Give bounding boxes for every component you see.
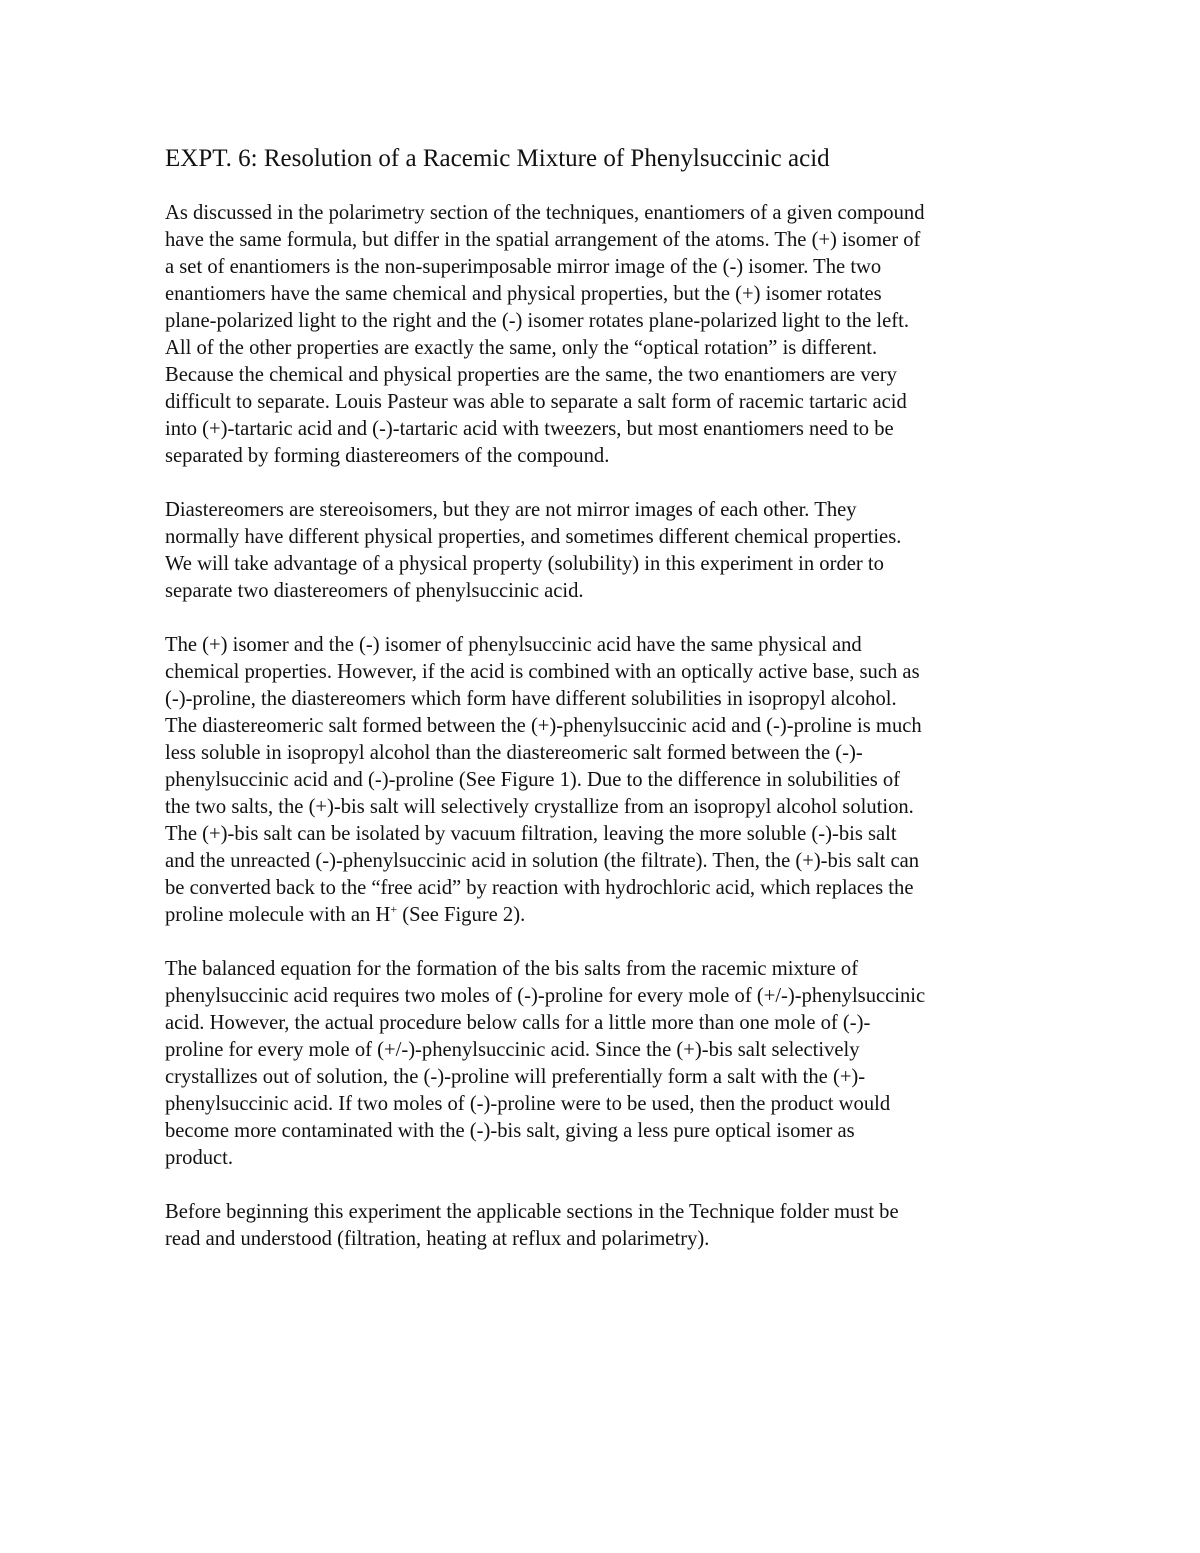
text-line: Because the chemical and physical properties are the same, the two enantiomers are very [165, 364, 897, 386]
paragraph-before-beginning [165, 1199, 1045, 1253]
text-line: into (+)-tartaric acid and (-)-tartaric acid with tweezers, but most enantiomers need to be [165, 418, 894, 440]
text-line: read and understood (filtration, heating at reflux and polarimetry). [165, 1228, 710, 1250]
text-line: (-)-proline, the diastereomers which form have different solubilities in isopropyl alcohol. [165, 688, 897, 710]
text-line: a set of enantiomers is the non-superimposable mirror image of the (-) isomer. The two [165, 256, 882, 278]
text-line: chemical properties. However, if the acid is combined with an optically active base, such as [165, 661, 920, 683]
text-line: enantiomers have the same chemical and physical properties, but the (+) isomer rotates [165, 283, 882, 305]
text-line: Diastereomers are stereoisomers, but they are not mirror images of each other. They [165, 499, 857, 521]
text-line: separate two diastereomers of phenylsuccinic acid. [165, 580, 584, 602]
paragraph-isomer-separation [165, 632, 1045, 929]
text-line: difficult to separate. Louis Pasteur was able to separate a salt form of racemic tartaric acid [165, 391, 907, 413]
text-line: plane-polarized light to the right and the (-) isomer rotates plane-polarized light to the left. [165, 310, 909, 332]
text-line: have the same formula, but differ in the spatial arrangement of the atoms. The (+) isomer of [165, 229, 921, 251]
text-line: We will take advantage of a physical property (solubility) in this experiment in order to [165, 553, 884, 575]
text-line-with-superscript [165, 902, 1045, 929]
text-line: become more contaminated with the (-)-bis salt, giving a less pure optical isomer as [165, 1120, 855, 1142]
text-line: product. [165, 1147, 234, 1169]
text-line: phenylsuccinic acid. If two moles of (-)-proline were to be used, then the product would [165, 1093, 891, 1115]
document-page [165, 144, 1045, 1280]
text-fragment: (See Figure 2). [397, 904, 526, 926]
text-line: crystallizes out of solution, the (-)-proline will preferentially form a salt with the (+)- [165, 1066, 866, 1088]
page-title: EXPT. 6: Resolution of a Racemic Mixture of Phenylsuccinic acid [165, 145, 830, 172]
text-line: phenylsuccinic acid requires two moles of (-)-proline for every mole of (+/-)-phenylsuccinic [165, 985, 926, 1007]
text-line: The (+)-bis salt can be isolated by vacuum filtration, leaving the more soluble (-)-bis salt [165, 823, 897, 845]
text-line: The (+) isomer and the (-) isomer of phenylsuccinic acid have the same physical and [165, 634, 862, 656]
text-line: acid. However, the actual procedure below calls for a little more than one mole of (-)- [165, 1012, 871, 1034]
text-fragment: proline molecule with an H [165, 904, 391, 926]
text-line: As discussed in the polarimetry section of the techniques, enantiomers of a given compound [165, 202, 925, 224]
text-line: All of the other properties are exactly the same, only the “optical rotation” is different. [165, 337, 878, 359]
text-line: The diastereomeric salt formed between the (+)-phenylsuccinic acid and (-)-proline is much [165, 715, 922, 737]
text-line: be converted back to the “free acid” by reaction with hydrochloric acid, which replaces the [165, 877, 914, 899]
text-line: proline for every mole of (+/-)-phenylsuccinic acid. Since the (+)-bis salt selectively [165, 1039, 860, 1061]
text-line: phenylsuccinic acid and (-)-proline (See Figure 1). Due to the difference in solubilities of [165, 769, 901, 791]
text-line: separated by forming diastereomers of the compound. [165, 445, 610, 467]
paragraph-diastereomers [165, 497, 1045, 605]
superscript-plus: + [390, 902, 398, 917]
text-line: Before beginning this experiment the applicable sections in the Technique folder must be [165, 1201, 899, 1223]
text-line: and the unreacted (-)-phenylsuccinic acid in solution (the filtrate). Then, the (+)-bis salt can [165, 850, 920, 872]
paragraph-balanced-equation [165, 956, 1045, 1172]
text-line: the two salts, the (+)-bis salt will selectively crystallize from an isopropyl alcohol solution. [165, 796, 914, 818]
text-line: less soluble in isopropyl alcohol than the diastereomeric salt formed between the (-)- [165, 742, 863, 764]
paragraph-enantiomers [165, 200, 1045, 470]
text-line: normally have different physical properties, and sometimes different chemical properties. [165, 526, 902, 548]
text-line: The balanced equation for the formation of the bis salts from the racemic mixture of [165, 958, 859, 980]
